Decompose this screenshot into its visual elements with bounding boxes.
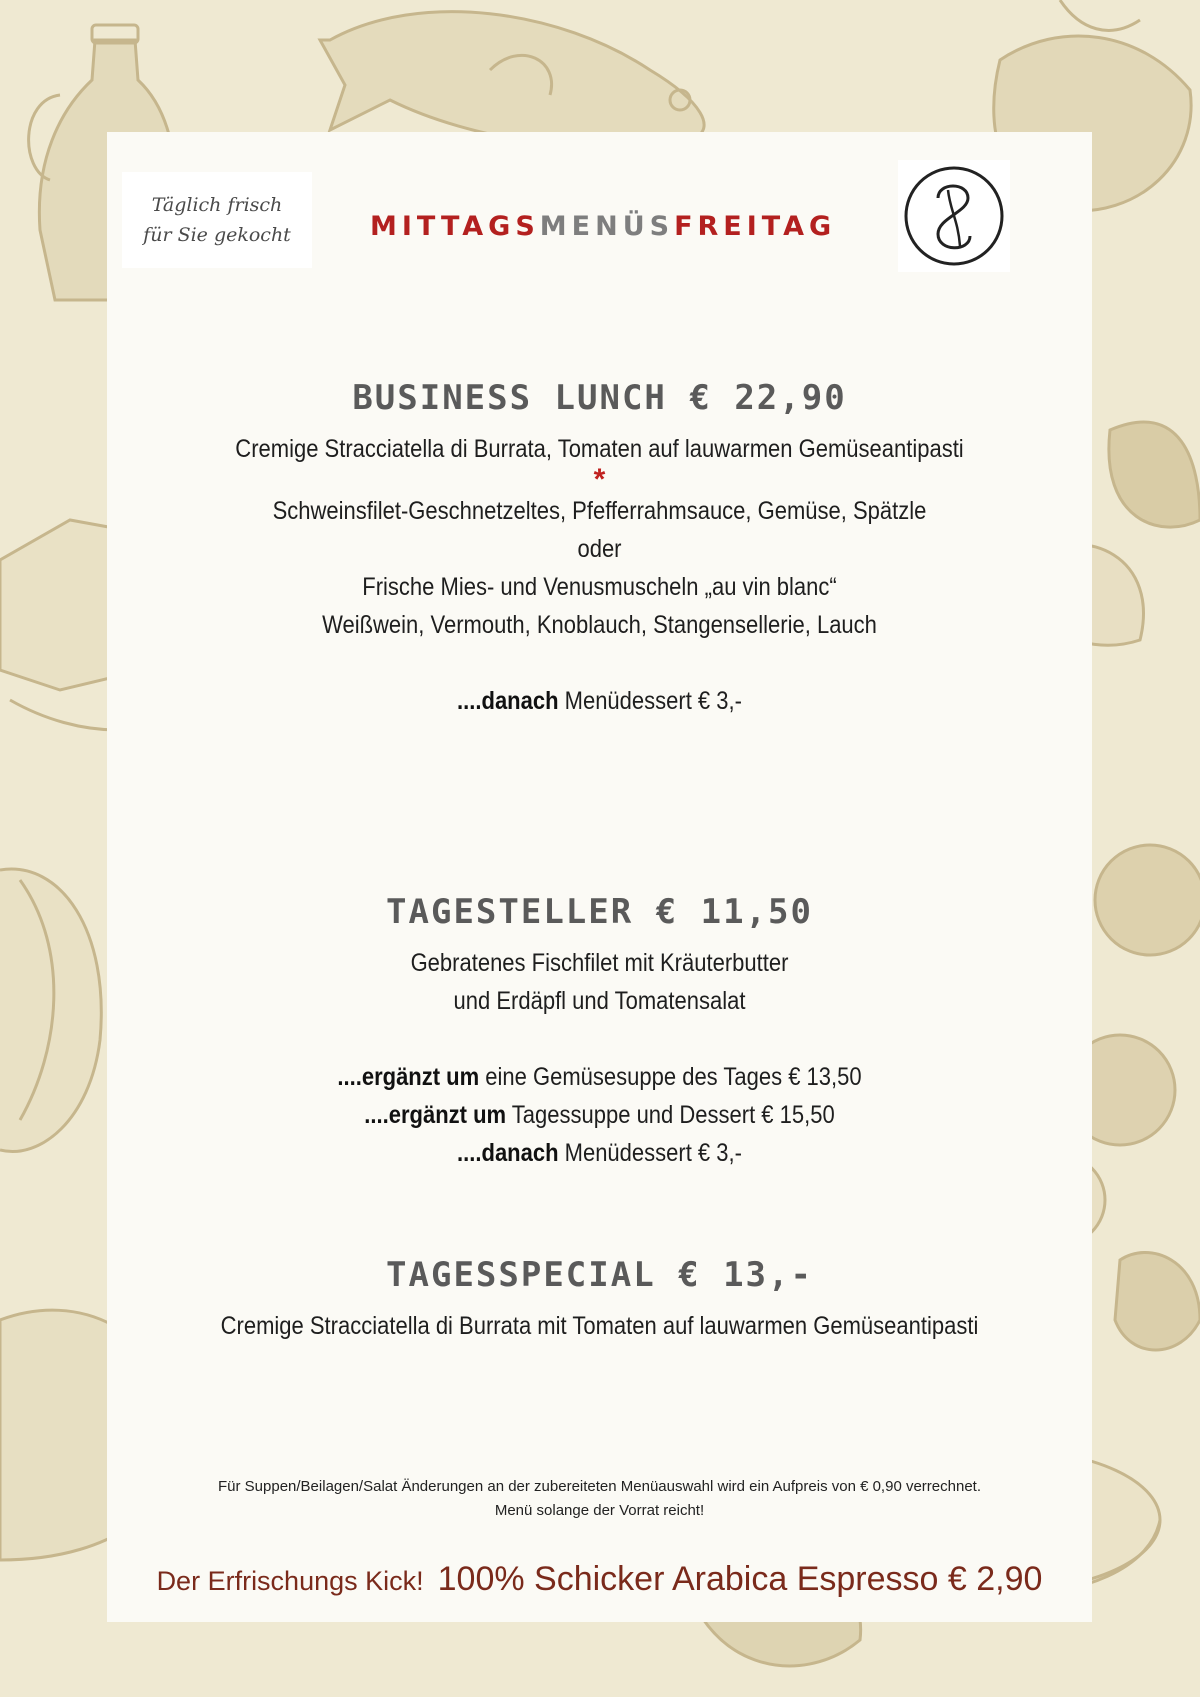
- tagesspecial-section: [107, 1255, 1092, 1345]
- extra-1-prefix: ....ergänzt um: [337, 1063, 480, 1091]
- restaurant-logo: [898, 160, 1010, 272]
- tagline-line-1: Täglich frisch: [151, 194, 283, 216]
- tagesteller-section: [107, 892, 1092, 1172]
- tagesspecial-line-1: Cremige Stracciatella di Burrata mit Tomaten auf lauwarmen Gemüseantipasti: [220, 1312, 979, 1340]
- business-lunch-title: BUSINESS LUNCH € 22,90: [352, 378, 847, 418]
- fish-illustration: [320, 12, 704, 148]
- promo-small-text: Der Erfrischungs Kick!: [156, 1566, 424, 1596]
- tagesspecial-title: TAGESSPECIAL € 13,-: [386, 1255, 813, 1295]
- tagesteller-line-2: und Erdäpfl und Tomatensalat: [453, 987, 746, 1015]
- business-lunch-or: oder: [577, 535, 622, 563]
- tagline-line-2: für Sie gekocht: [143, 224, 291, 246]
- promo-big-text: 100% Schicker Arabica Espresso € 2,90: [437, 1560, 1043, 1598]
- notice-line-1: Für Suppen/Beilagen/Salat Änderungen an der zubereiteten Menüauswahl wird ein Aufpreis von € 0,90 verrechnet.: [218, 1478, 981, 1495]
- title-part-mittags: MITTAGS: [370, 211, 540, 242]
- logo-monogram-icon: [898, 160, 1010, 272]
- extra-2-text: Tagessuppe und Dessert € 15,50: [506, 1101, 835, 1129]
- title-part-menus: MENÜS: [539, 211, 675, 242]
- business-lunch-main-1: Schweinsfilet-Geschnetzeltes, Pfefferrahmsauce, Gemüse, Spätzle: [272, 497, 927, 525]
- tagesteller-extra-2: [166, 1096, 1033, 1134]
- shrimp-illustration: [0, 869, 101, 1151]
- business-lunch-main-2: Frische Mies- und Venusmuscheln „au vin blanc“: [362, 573, 837, 601]
- course-separator: *: [593, 463, 606, 496]
- business-lunch-dessert: [166, 682, 1033, 720]
- tagesteller-line-1: Gebratenes Fischfilet mit Kräuterbutter: [410, 949, 789, 977]
- tagesteller-extra-1: [166, 1058, 1033, 1096]
- tagesteller-extra-3: [166, 1134, 1033, 1172]
- price-notice: [107, 1475, 1092, 1523]
- dessert-prefix: ....danach: [457, 687, 559, 715]
- extra-3-text: Menüdessert € 3,-: [558, 1139, 742, 1167]
- extra-3-prefix: ....danach: [457, 1139, 559, 1167]
- espresso-promo: [107, 1560, 1092, 1599]
- extra-2-prefix: ....ergänzt um: [364, 1101, 507, 1129]
- tagesteller-title: TAGESTELLER € 11,50: [386, 892, 813, 932]
- business-lunch-section: [107, 378, 1092, 720]
- menu-panel: [107, 132, 1092, 1622]
- dessert-text: Menüdessert € 3,-: [558, 687, 742, 715]
- business-lunch-starter: Cremige Stracciatella di Burrata, Tomaten auf lauwarmen Gemüseantipasti: [235, 435, 964, 463]
- notice-line-2: Menü solange der Vorrat reicht!: [494, 1502, 705, 1519]
- tagline-box: [122, 172, 312, 268]
- title-part-freitag: FREITAG: [674, 211, 837, 242]
- business-lunch-main-2-detail: Weißwein, Vermouth, Knoblauch, Stangensellerie, Lauch: [322, 611, 877, 639]
- extra-1-text: eine Gemüsesuppe des Tages € 13,50: [479, 1063, 862, 1091]
- garlic-illustration: [1115, 1253, 1200, 1351]
- page-title: [370, 211, 870, 242]
